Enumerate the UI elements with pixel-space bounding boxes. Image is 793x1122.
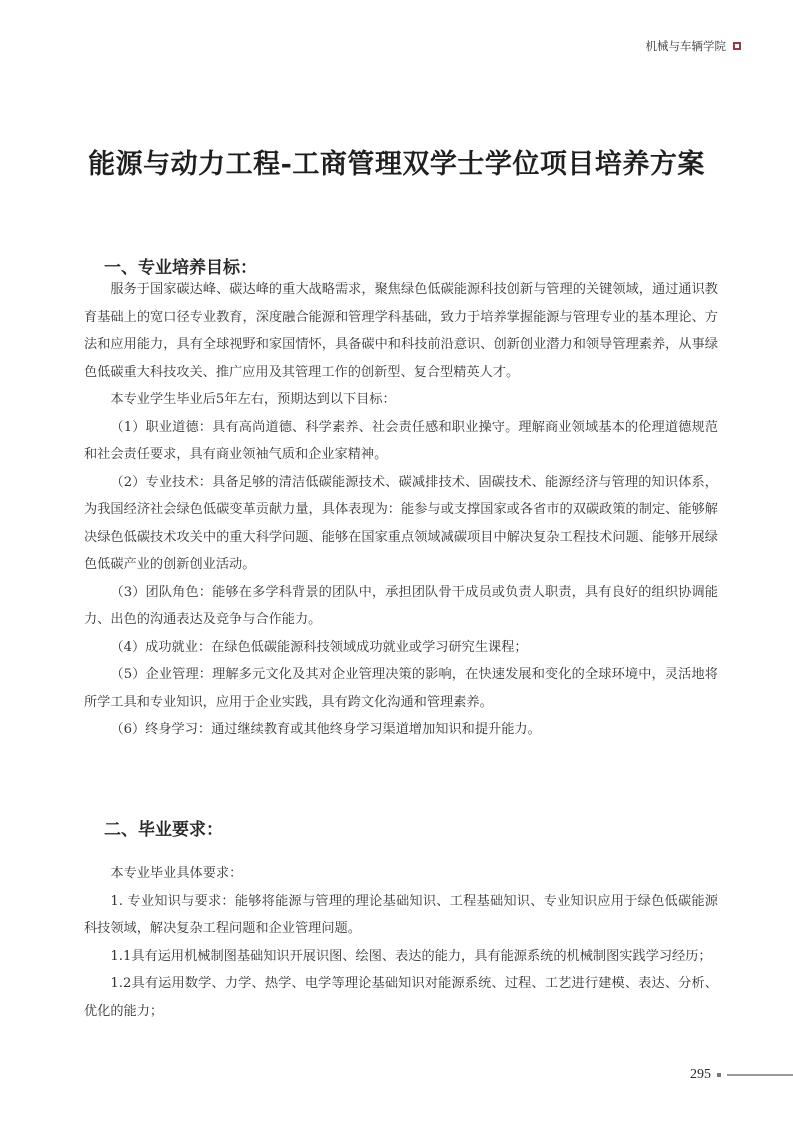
section-heading-training-objectives: 一、专业培养目标： xyxy=(104,258,257,278)
footer-rule xyxy=(727,1074,793,1076)
paragraph-requirement-1-1: 1.1具有运用机械制图基础知识开展识图、绘图、表达的能力，具有能源系统的机械制图实践学习经历； xyxy=(110,948,712,964)
running-header xyxy=(646,38,742,54)
section-body-graduation-requirements xyxy=(84,860,718,1025)
page-number: 295 xyxy=(690,1067,711,1082)
paragraph-goal-team-role: （3）团队角色：能够在多学科背景的团队中，承担团队骨干成员或负责人职责，具有良好的组织协调能力、出色的沟通表达及竞争与合作能力。 xyxy=(84,584,718,627)
paragraph-requirements-intro: 本专业毕业具体要求： xyxy=(110,866,243,881)
paragraph-goal-enterprise-management: （5）企业管理：理解多元文化及其对企业管理决策的影响，在快速发展和变化的全球环境中，灵活地将所学工具和专业知识，应用于企业实践，具有跨文化沟通和管理素养。 xyxy=(84,667,718,710)
paragraph-goal-professional-ethics: （1）职业道德：具有高尚道德、科学素养、社会责任感和职业操守。理解商业领域基本的伦理道德规范和社会责任要求，具有商业领袖气质和企业家精神。 xyxy=(84,419,718,462)
page-footer xyxy=(690,1067,793,1083)
paragraph-goal-professional-technology: （2）专业技术：具备足够的清洁低碳能源技术、碳减排技术、固碳技术、能源经济与管理的知识体系，为我国经济社会绿色低碳变革贡献力量，具体表现为：能参与或支撑国家或各省市的双碳政策的制定、能够解决绿色低碳技术攻关中的重大科学问题、能够在国家重点领域减碳项目中解决复杂工程技术问题、能够开展绿色低碳产业的创新创业活动。 xyxy=(84,474,718,572)
paragraph-five-year-goals-intro: 本专业学生毕业后5年左右，预期达到以下目标： xyxy=(110,392,396,407)
paragraph-requirement-1-2: 1.2具有运用数学、力学、热学、电学等理论基础知识对能源系统、过程、工艺进行建模、表达、分析、优化的能力； xyxy=(84,976,718,1019)
section-body-training-objectives xyxy=(84,276,718,744)
square-marker-icon xyxy=(733,42,741,50)
paragraph-objective-overview: 服务于国家碳达峰、碳达峰的重大战略需求，聚焦绿色低碳能源科技创新与管理的关键领域，通过通识教育基础上的宽口径专业教育，深度融合能源和管理学科基础，致力于培养掌握能源与管理专业的基本理论、方法和应用能力，具有全球视野和家国情怀，具备碳中和科技前沿意识、创新创业潜力和领导管理素养，从事绿色低碳重大科技攻关、推广应用及其管理工作的创新型、复合型精英人才。 xyxy=(84,282,718,380)
paragraph-goal-lifelong-learning: （6）终身学习：通过继续教育或其他终身学习渠道增加知识和提升能力。 xyxy=(110,722,541,737)
running-header-title: 机械与车辆学院 xyxy=(645,39,726,53)
document-title: 能源与动力工程-工商管理双学士学位项目培养方案 xyxy=(88,149,705,180)
paragraph-requirement-1: 1. 专业知识与要求：能够将能源与管理的理论基础知识、工程基础知识、专业知识应用于绿色低碳能源科技领域，解决复杂工程问题和企业管理问题。 xyxy=(84,893,718,936)
section-heading-graduation-requirements: 二、毕业要求： xyxy=(104,820,223,840)
footer-dot-icon xyxy=(717,1073,721,1077)
paragraph-goal-employment: （4）成功就业：在绿色低碳能源科技领域成功就业或学习研究生课程； xyxy=(110,639,528,655)
